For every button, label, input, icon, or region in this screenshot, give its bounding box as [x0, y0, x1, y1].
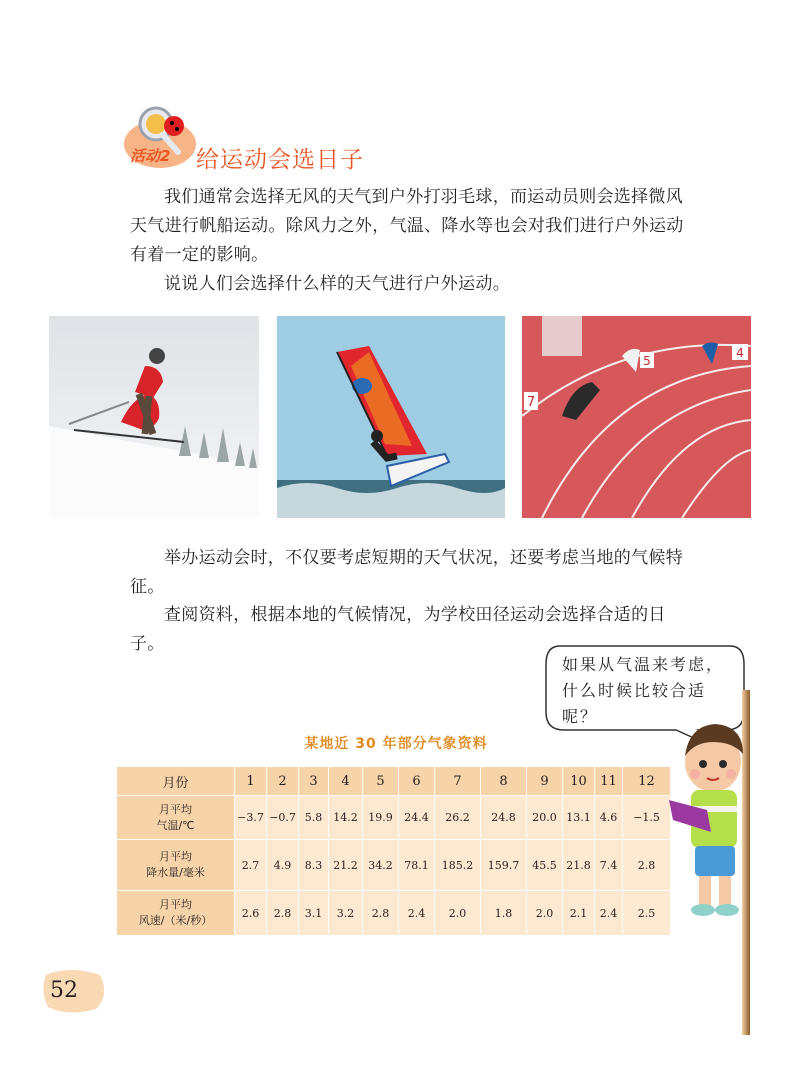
table-cell: 2.8 [623, 840, 671, 891]
row-label-temperature [117, 796, 235, 840]
activity-title: 给运动会选日子 [196, 147, 364, 173]
table-cell: 2.8 [363, 891, 399, 936]
row-label-line: 月平均 [159, 850, 192, 863]
paragraph-task: 查阅资料，根据本地的气候情况，为学校田径运动会选择合适的日子。 [130, 605, 666, 654]
row-label-line: 降水量/毫米 [146, 866, 205, 879]
table-cell: 2.1 [563, 891, 595, 936]
track-photo [522, 316, 751, 518]
table-cell: 21.2 [329, 840, 363, 891]
table-row [117, 796, 671, 840]
table-cell: 21.8 [563, 840, 595, 891]
skiing-photo [49, 316, 259, 518]
table-cell: −3.7 [235, 796, 267, 840]
month-10: 10 [563, 767, 595, 796]
row-label-line: 气温/℃ [156, 818, 195, 832]
month-4: 4 [329, 767, 363, 796]
table-cell: 2.0 [527, 891, 563, 936]
month-6: 6 [399, 767, 435, 796]
table-row [117, 840, 671, 891]
table-cell: 24.4 [399, 796, 435, 840]
row-label-line: 风速/（米/秒） [138, 914, 213, 927]
paragraph-discuss: 说说人们会选择什么样的天气进行户外运动。 [164, 274, 510, 294]
climate-table [116, 766, 671, 936]
activity-tag: 活动2 [130, 147, 171, 165]
month-9: 9 [527, 767, 563, 796]
page-number: 52 [50, 978, 78, 1003]
month-3: 3 [299, 767, 329, 796]
month-11: 11 [595, 767, 623, 796]
bubble-text: 如果从气温来考虑，什么时候比较合适呢？ [562, 655, 725, 726]
table-cell: 26.2 [435, 796, 481, 840]
table-cell: 8.3 [299, 840, 329, 891]
table-cell: 14.2 [329, 796, 363, 840]
month-12: 12 [623, 767, 671, 796]
month-1: 1 [235, 767, 267, 796]
month-8: 8 [481, 767, 527, 796]
table-cell: 24.8 [481, 796, 527, 840]
month-header: 月份 [117, 767, 235, 796]
paragraph-sports-meet: 举办运动会时，不仅要考虑短期的天气状况，还要考虑当地的气候特征。 [130, 548, 683, 597]
track-number-4: 4 [736, 346, 744, 360]
table-cell: 185.2 [435, 840, 481, 891]
table-cell: 19.9 [363, 796, 399, 840]
table-cell: 5.8 [299, 796, 329, 840]
table-row [117, 891, 671, 936]
table-cell: 2.5 [623, 891, 671, 936]
table-cell: −1.5 [623, 796, 671, 840]
table-cell: 2.4 [595, 891, 623, 936]
table-cell: −0.7 [267, 796, 299, 840]
table-cell: 4.6 [595, 796, 623, 840]
row-label-line: 月平均 [159, 898, 192, 911]
table-header-row [117, 767, 671, 796]
row-label-line: 月平均 [159, 802, 192, 816]
table-cell: 13.1 [563, 796, 595, 840]
month-2: 2 [267, 767, 299, 796]
month-7: 7 [435, 767, 481, 796]
table-cell: 45.5 [527, 840, 563, 891]
table-cell: 2.0 [435, 891, 481, 936]
table-cell: 78.1 [399, 840, 435, 891]
windsurfing-photo [277, 316, 505, 518]
track-number-7: 7 [526, 395, 536, 410]
row-label-wind-speed [117, 891, 235, 936]
table-cell: 4.9 [267, 840, 299, 891]
table-cell: 34.2 [363, 840, 399, 891]
table-cell: 3.1 [299, 891, 329, 936]
table-cell: 7.4 [595, 840, 623, 891]
table-title-text: 某地近 30 年部分气象资料 [304, 736, 488, 752]
table-cell: 3.2 [329, 891, 363, 936]
table-cell: 2.4 [399, 891, 435, 936]
table-cell: 2.7 [235, 840, 267, 891]
table-cell: 2.6 [235, 891, 267, 936]
boy-illustration [655, 720, 765, 920]
table-cell: 159.7 [481, 840, 527, 891]
table-cell: 2.8 [267, 891, 299, 936]
row-label-precipitation [117, 840, 235, 891]
table-cell: 1.8 [481, 891, 527, 936]
track-number-5: 5 [643, 354, 651, 368]
table-cell: 20.0 [527, 796, 563, 840]
paragraph-intro: 我们通常会选择无风的天气到户外打羽毛球，而运动员则会选择微风天气进行帆船运动。除风力之外，气温、降水等也会对我们进行户外运动有着一定的影响。 [130, 187, 684, 265]
month-5: 5 [363, 767, 399, 796]
